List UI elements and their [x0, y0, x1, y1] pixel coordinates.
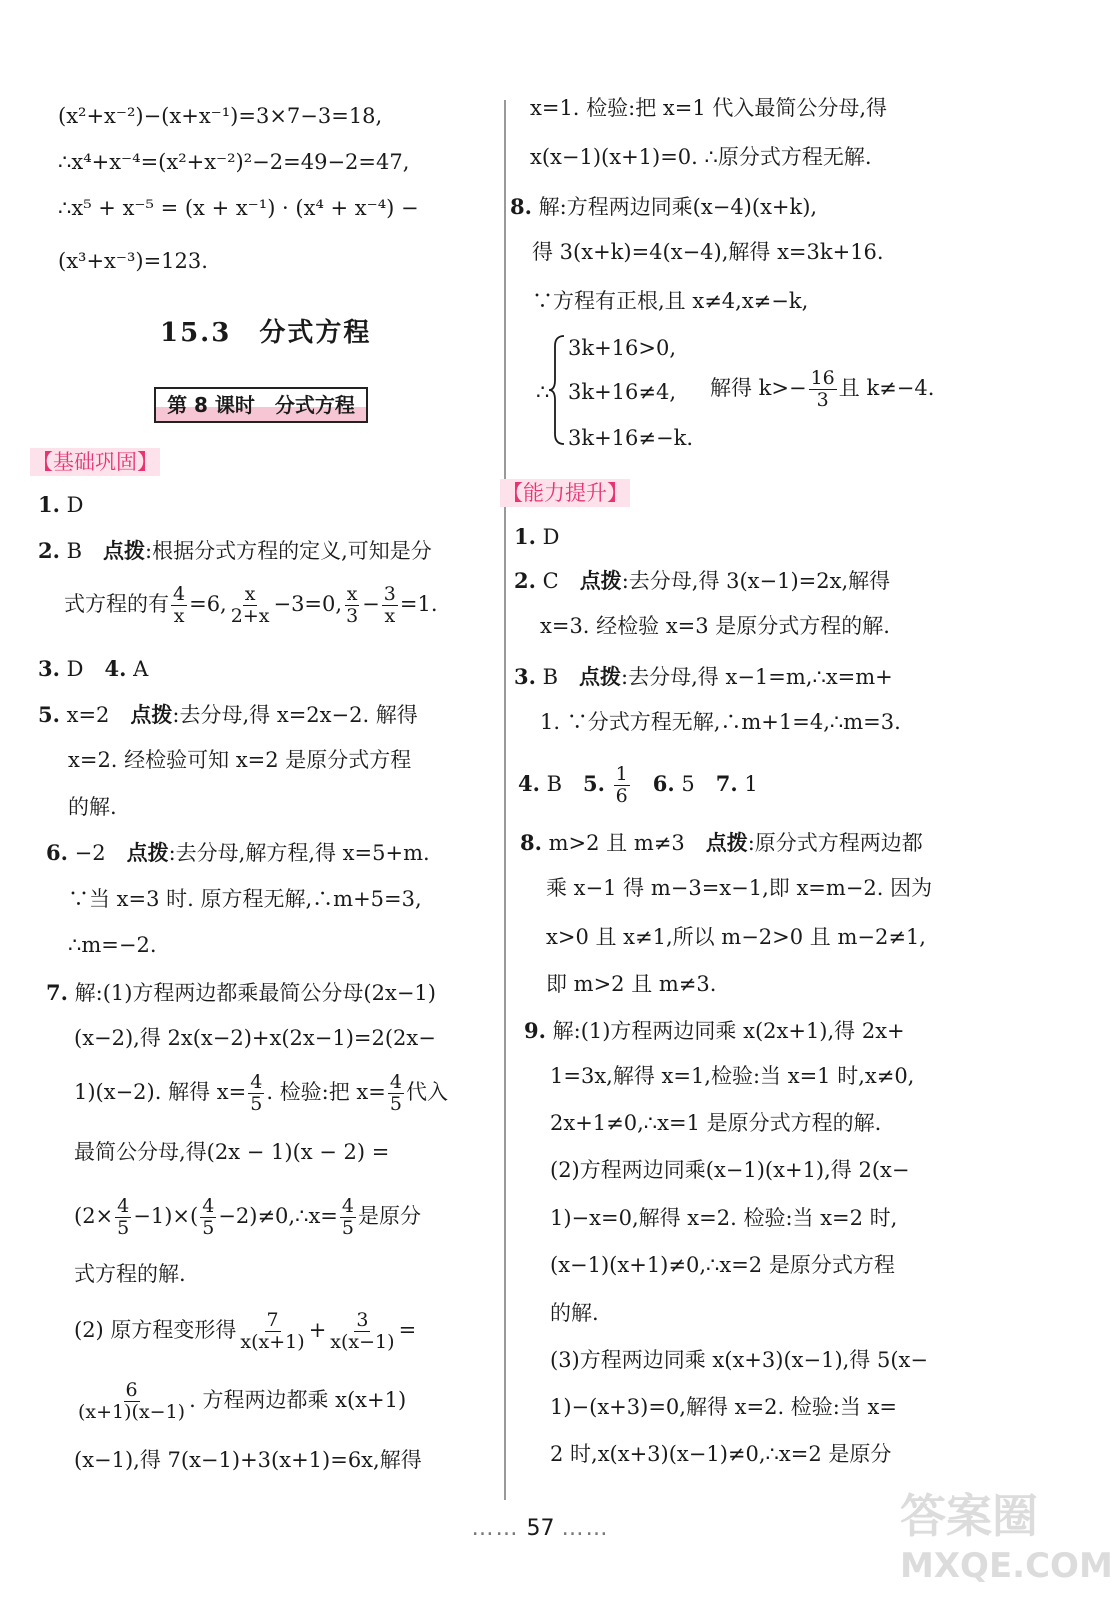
answer-8: 8. 解:方程两边同乘(x−4)(x+k), — [510, 194, 818, 219]
lesson-label — [154, 387, 368, 423]
answer-7-line4: 最简公分母,得(2x − 1)(x − 2) = — [74, 1140, 390, 1164]
answer-7-line3: 1)(x−2). 解得 x= $\frac{4}{5}$ . 检验:把 x= $\frac{4}{5}$ 代入 — [74, 1071, 448, 1115]
answer-6-line2: ∵当 x=3 时. 原方程无解,∴m+5=3, — [68, 887, 422, 911]
text-line: (x³+x⁻³)=123. — [58, 249, 208, 273]
text-line: ∴x⁴+x⁻⁴=(x²+x⁻²)²−2=49−2=47, — [58, 150, 410, 174]
answer-p9-line8: (3)方程两边同乘 x(x+3)(x−1),得 5(x− — [550, 1348, 928, 1372]
left-brace-icon — [548, 334, 566, 446]
system-line-1: 3k+16>0, — [568, 336, 677, 360]
text-line: ∴x⁵ + x⁻⁵ = (x + x⁻¹) · (x⁴ + x⁻⁴) − — [58, 196, 419, 220]
answer-7-line8: $\frac{6}{(x+1)(x-1)}$ . 方程两边都乘 x(x+1) — [78, 1379, 407, 1423]
answer-7-line5: (2× $\frac{4}{5}$ −1)×( $\frac{4}{5}$ −2)≠0,∴x= $\frac{4}{5}$ 是原分 — [74, 1195, 421, 1239]
answer-p9-line7: 的解. — [550, 1301, 599, 1325]
answer-p2: 2. C 点拨:去分母,得 3(x−1)=2x,解得 — [514, 568, 891, 593]
watermark-logo: 答案圈 MXQE.COM — [900, 1489, 1113, 1586]
text-line: x(x−1)(x+1)=0. ∴原分式方程无解. — [530, 145, 872, 169]
answer-p8-line4: 即 m>2 且 m≠3. — [546, 972, 717, 996]
answer-p9: 9. 解:(1)方程两边同乘 x(2x+1),得 2x+ — [524, 1018, 905, 1043]
answer-7-line6: 式方程的解. — [74, 1262, 186, 1286]
column-divider — [504, 100, 506, 1500]
system-solution: 解得 k>− $\frac{16}{3}$ 且 k≠−4. — [710, 367, 935, 411]
answer-3-4: 3. D 4. A — [38, 656, 149, 681]
page-number-value: 57 — [526, 1516, 555, 1541]
answer-p9-line4: (2)方程两边同乘(x−1)(x+1),得 2(x− — [550, 1158, 910, 1182]
section-tag-basic: 【基础巩固】 — [32, 450, 158, 474]
answer-p9-line2: 1=3x,解得 x=1,检验:当 x=1 时,x≠0, — [550, 1064, 915, 1088]
answer-8-line2: 得 3(x+k)=4(x−4),解得 x=3k+16. — [532, 240, 884, 264]
therefore-symbol: ∴ — [536, 380, 550, 404]
answer-1: 1. D — [38, 492, 84, 517]
answer-p9-line9: 1)−(x+3)=0,解得 x=2. 检验:当 x= — [550, 1395, 897, 1419]
answer-7: 7. 解:(1)方程两边都乘最简公分母(2x−1) — [46, 980, 436, 1005]
answer-p3: 3. B 点拨:去分母,得 x−1=m,∴x=m+ — [514, 664, 893, 689]
text-line: x=1. 检验:把 x=1 代入最简公分母,得 — [530, 96, 888, 120]
answer-p1: 1. D — [514, 524, 560, 549]
answer-p9-line10: 2 时,x(x+3)(x−1)≠0,∴x=2 是原分 — [550, 1442, 892, 1466]
answer-p9-line5: 1)−x=0,解得 x=2. 检验:当 x=2 时, — [550, 1206, 898, 1230]
answer-p8-line3: x>0 且 x≠1,所以 m−2>0 且 m−2≠1, — [546, 925, 926, 949]
answer-p9-line3: 2x+1≠0,∴x=1 是原分式方程的解. — [550, 1111, 882, 1135]
text-line: (x²+x⁻²)−(x+x⁻¹)=3×7−3=18, — [58, 104, 383, 128]
page-number: …… 57 …… — [471, 1516, 610, 1541]
answer-p4-7: 4. B 5. $\frac{1}{6}$ 6. 5 7. 1 — [518, 763, 758, 807]
answer-6-line3: ∴m=−2. — [68, 933, 157, 957]
answer-5-line2: x=2. 经检验可知 x=2 是原分式方程 — [68, 748, 412, 772]
answer-7-line9: (x−1),得 7(x−1)+3(x+1)=6x,解得 — [74, 1448, 422, 1472]
answer-p2-line2: x=3. 经检验 x=3 是原分式方程的解. — [540, 614, 890, 638]
answer-2: 2. B 点拨:根据分式方程的定义,可知是分 — [38, 538, 432, 563]
answer-2-line2: 式方程的有 $\frac{4}{x}$ =6, $\frac{x}{2+x}$ −3=0, $\frac{x}{3}$ − $\frac{3}{x}$ =1. — [64, 583, 438, 627]
answer-5-line3: 的解. — [68, 795, 117, 819]
answer-p3-line2: 1. ∵分式方程无解,∴m+1=4,∴m=3. — [540, 710, 901, 734]
answer-8-line3: ∵方程有正根,且 x≠4,x≠−k, — [532, 289, 809, 313]
system-line-2: 3k+16≠4, — [568, 380, 677, 404]
answer-p8: 8. m>2 且 m≠3 点拨:原分式方程两边都 — [520, 830, 923, 855]
system-line-3: 3k+16≠−k. — [568, 426, 693, 450]
answer-p9-line6: (x−1)(x+1)≠0,∴x=2 是原分式方程 — [550, 1253, 895, 1277]
answer-7-line7: (2) 原方程变形得 $\frac{7}{x(x+1)}$ + $\frac{3}{x(x-1)}$ = — [74, 1309, 417, 1353]
section-title: 15.3 分式方程 — [160, 318, 372, 348]
answer-6: 6. −2 点拨:去分母,解方程,得 x=5+m. — [46, 840, 430, 865]
answer-5: 5. x=2 点拨:去分母,得 x=2x−2. 解得 — [38, 702, 418, 727]
section-tag-advanced: 【能力提升】 — [502, 481, 628, 505]
answer-p8-line2: 乘 x−1 得 m−3=x−1,即 x=m−2. 因为 — [546, 876, 933, 900]
lesson-label-text: 第 8 课时 分式方程 — [167, 393, 355, 417]
answer-7-line2: (x−2),得 2x(x−2)+x(2x−1)=2(2x− — [74, 1026, 436, 1050]
